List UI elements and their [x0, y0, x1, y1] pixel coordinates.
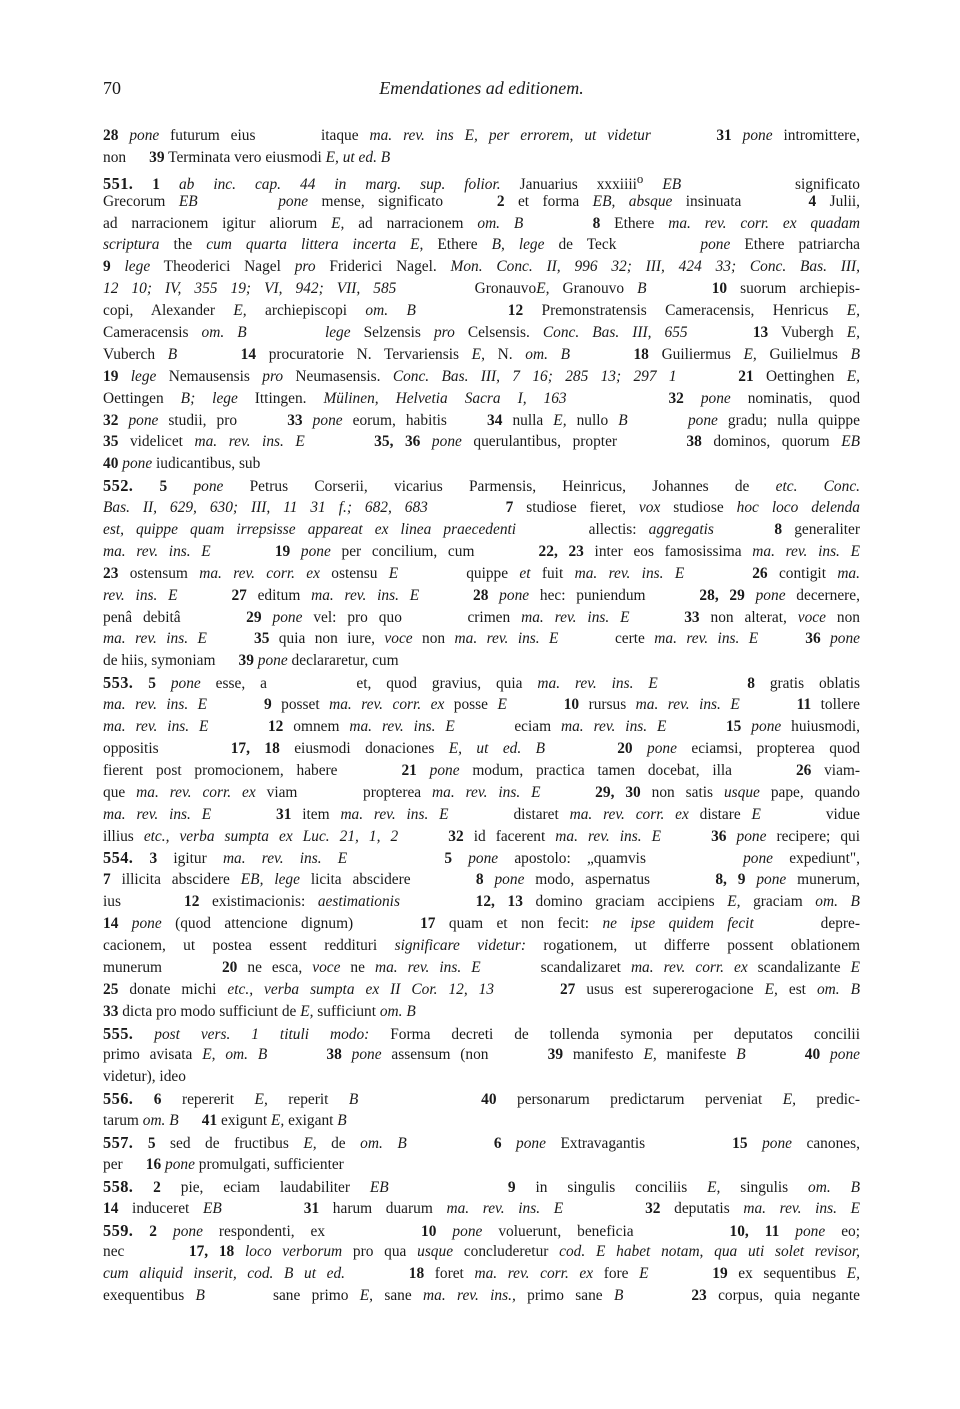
- apparatus-line: 32 pone studii, pro 33 pone eorum, habitis 34 nulla E, nullo B pone gradu; nulla quippe: [103, 411, 860, 429]
- page: [103, 78, 860, 1307]
- apparatus-line: 557. 5 sed de fructibus E, de om. B 6 pone Extravagantis 15 pone canones,: [103, 1132, 860, 1152]
- apparatus-line: ma. rev. ins. E 35 quia non iure, voce non ma. rev. ins. E certe ma. rev. ins. E 36 pone: [103, 630, 860, 648]
- apparatus-line: nec 17, 18 loco verborum pro qua usque concluderetur cod. E habet notam, qua uti solet revisor,: [103, 1243, 860, 1261]
- apparatus-line: ma. rev. ins. E 19 pone per concilium, cum 22, 23 inter eos famosissima ma. rev. ins. E: [103, 542, 860, 560]
- critical-apparatus: [103, 125, 860, 1307]
- apparatus-line: de hiis, symoniam 39 pone declararetur, cum: [103, 652, 399, 670]
- apparatus-line: ma. rev. ins. E 31 item ma. rev. ins. E distaret ma. rev. corr. ex distare E vidue: [103, 805, 861, 823]
- apparatus-line: Vuberch B 14 procuratorie N. Tervariensis E, N. om. B 18 Guiliermus E, Guilielmus B: [103, 345, 860, 363]
- apparatus-line: ius 12 existimacionis: aestimationis 12, 13 domino graciam accipiens E, graciam om. B: [103, 893, 860, 911]
- apparatus-line: penâ debitâ 29 pone vel: pro quo crimen ma. rev. ins. E 33 non alterat, voce non: [103, 608, 860, 626]
- apparatus-line: 25 donate michi etc., verba sumpta ex II Cor. 12, 13 27 usus est supererogacione E, est om. B: [103, 980, 860, 998]
- apparatus-line: 555. post vers. 1 tituli modo: Forma decreti de tollenda symonia per deputatos concilii: [103, 1023, 860, 1043]
- page-header: [103, 78, 860, 102]
- apparatus-line: 554. 3 igitur ma. rev. ins. E 5 pone apostolo: „quamvis pone expediunt",: [103, 848, 861, 868]
- apparatus-line: 12 10; IV, 355 19; VI, 942; VII, 585 GronauvoE, Granouvo B 10 suorum archiepis-: [103, 280, 861, 298]
- apparatus-line: 23 ostensum ma. rev. corr. ex ostensu E quippe et fuit ma. rev. ins. E 26 contigit ma.: [103, 564, 860, 582]
- apparatus-line: scriptura the cum quarta littera incerta E, Ethere B, lege de Teck pone Ethere patriarcha: [103, 236, 861, 254]
- apparatus-line: illius etc., verba sumpta ex Luc. 21, 1, 2 32 id facerent ma. rev. ins. E 36 pone recipere; qui: [103, 827, 860, 845]
- apparatus-line: cum aliquid inserit, cod. B ut ed. 18 foret ma. rev. corr. ex fore E 19 ex sequentibus E,: [103, 1265, 860, 1283]
- apparatus-line: 33 dicta pro modo sufficiunt de E, sufficiunt om. B: [103, 1002, 416, 1020]
- apparatus-line: oppositis 17, 18 eiusmodi donaciones E, ut ed. B 20 pone eciamsi, propterea quod: [103, 739, 860, 757]
- apparatus-line: ma. rev. ins. E 9 posset ma. rev. corr. ex posse E 10 rursus ma. rev. ins. E 11 tollere: [103, 696, 860, 714]
- apparatus-line: per 16 pone promulgati, sufficienter: [103, 1155, 344, 1173]
- apparatus-line: que ma. rev. corr. ex viam propterea ma. rev. ins. E 29, 30 non satis usque pape, quando: [103, 783, 860, 801]
- apparatus-line: Grecorum EB pone mense, significato 2 et forma EB, absque insinuata 4 Julii,: [103, 192, 860, 210]
- apparatus-line: ad narracionem igitur aliorum E, ad narracionem om. B 8 Ethere ma. rev. corr. ex quadam: [103, 214, 860, 232]
- apparatus-line: est, quippe quam irrepsisse appareat ex linea praecedenti allectis: aggregatis 8 generaliter: [103, 521, 860, 539]
- apparatus-line: exequentibus B sane primo E, sane ma. rev. ins., primo sane B 23 corpus, quia negante: [103, 1287, 860, 1305]
- apparatus-line: videtur), ideo: [103, 1068, 186, 1086]
- apparatus-line: 556. 6 repererit E, reperit B 40 personarum predictarum perveniat E, predic-: [103, 1089, 861, 1109]
- apparatus-line: copi, Alexander E, archiepiscopi om. B 12 Premonstratensis Cameracensis, Henricus E,: [103, 302, 860, 320]
- apparatus-line: 40 pone iudicantibus, sub: [103, 455, 261, 473]
- apparatus-line: 558. 2 pie, eciam laudabiliter EB 9 in singulis conciliis E, singulis om. B: [103, 1176, 860, 1196]
- apparatus-line: Bas. II, 629, 630; III, 11 31 f.; 682, 683 7 studiose fieret, vox studiose hoc loco delenda: [103, 499, 860, 517]
- apparatus-line: Cameracensis om. B lege Selzensis pro Celsensis. Conc. Bas. III, 655 13 Vubergh E,: [103, 324, 860, 342]
- apparatus-line: ma. rev. ins. E 12 omnem ma. rev. ins. E eciam ma. rev. ins. E 15 pone huiusmodi,: [103, 718, 860, 736]
- apparatus-line: 553. 5 pone esse, a et, quod gravius, quia ma. rev. ins. E 8 gratis oblatis: [103, 673, 861, 693]
- apparatus-line: 35 videlicet ma. rev. ins. E 35, 36 pone querulantibus, propter 38 dominos, quorum EB: [103, 433, 860, 451]
- apparatus-line: 14 induceret EB 31 harum duarum ma. rev. ins. E 32 deputatis ma. rev. ins. E: [103, 1199, 860, 1217]
- apparatus-line: fierent post promocionem, habere 21 pone modum, practica tamen docebat, illa 26 viam-: [103, 761, 861, 779]
- apparatus-line: 9 lege Theoderici Nagel pro Friderici Nagel. Mon. Conc. II, 996 32; III, 424 33; Conc. Bas. III,: [103, 258, 860, 276]
- apparatus-line: primo avisata E, om. B 38 pone assensum (non 39 manifesto E, manifeste B 40 pone: [103, 1046, 860, 1064]
- apparatus-line: 14 pone (quod attencione dignum) 17 quam et non fecit: ne ipse quidem fecit depre-: [103, 915, 860, 933]
- page-number: 70: [103, 78, 121, 98]
- apparatus-line: tarum om. B 41 exigunt E, exigant B: [103, 1112, 347, 1130]
- apparatus-line: 551. 1 ab inc. cap. 44 in marg. sup. folior. Januarius xxxiiii$^o$ EB significato: [103, 171, 860, 193]
- apparatus-line: 559. 2 pone respondenti, ex 10 pone voluerunt, beneficia 10, 11 pone eo;: [103, 1220, 860, 1240]
- apparatus-line: rev. ins. E 27 editum ma. rev. ins. E 28 pone hec: puniendum 28, 29 pone decernere,: [103, 586, 860, 604]
- apparatus-line: 28 pone futurum eius itaque ma. rev. ins E, per errorem, ut videtur 31 pone intromittere,: [103, 127, 860, 144]
- running-title: Emendationes ad editionem.: [379, 78, 584, 98]
- apparatus-line: 7 illicita abscidere EB, lege licita abscidere 8 pone modo, aspernatus 8, 9 pone munerum,: [103, 871, 860, 889]
- apparatus-line: non 39 Terminata vero eiusmodi E, ut ed. B: [103, 148, 391, 166]
- apparatus-line: 19 lege Nemausensis pro Neumasensis. Conc. Bas. III, 7 16; 285 13; 297 1 21 Oettinghen E,: [103, 367, 860, 385]
- apparatus-line: Oettingen B; lege Ittingen. Mülinen, Helvetia Sacra I, 163 32 pone nominatis, quod: [103, 389, 861, 407]
- apparatus-line: 552. 5 pone Petrus Corserii, vicarius Parmensis, Heinricus, Johannes de etc. Conc.: [103, 476, 860, 496]
- apparatus-line: cacionem, ut postea essent reddituri significare videtur: rogationem, ut differre possent oblationem: [103, 936, 861, 954]
- apparatus-line: munerum 20 ne esca, voce ne ma. rev. ins. E scandalizaret ma. rev. corr. ex scandalizante E: [103, 958, 860, 976]
